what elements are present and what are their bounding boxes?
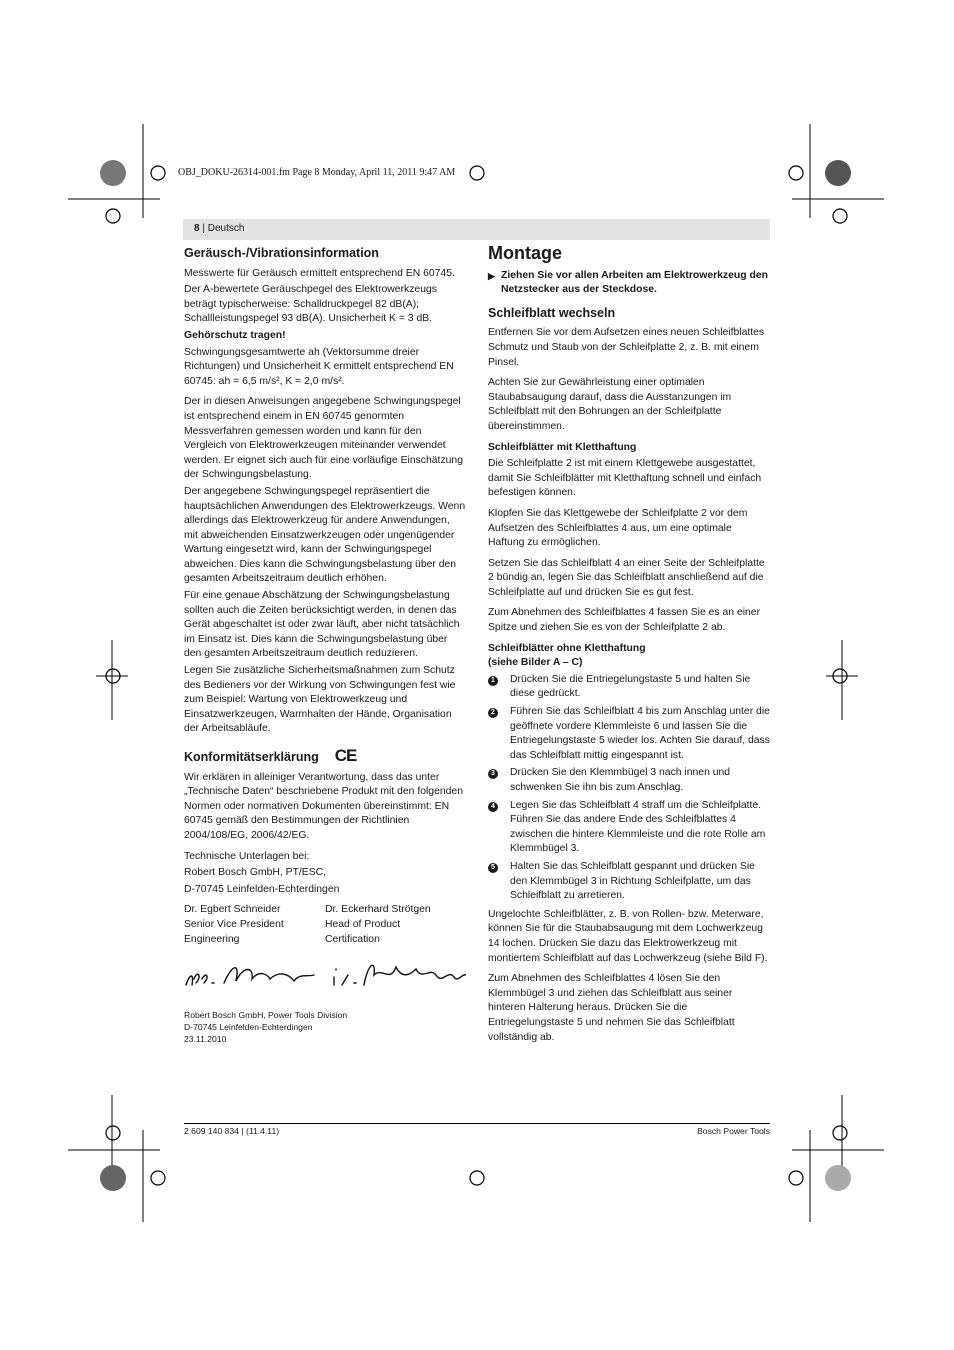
right-p7: Ungelochte Schleifblätter, z. B. von Rollen- bzw. Meterware, können Sie für die Staubabsaugung mit dem Lochwerkzeug 14 lochen. Drücken Sie dazu das Elektrowerkzeug mit montiertem Schleifblatt auf das Lochwerkzeug (siehe Bild F). <box>488 908 768 964</box>
step-text: Halten Sie das Schleifblatt gespannt und drücken Sie den Klemmbügel 3 in Richtung Schleifplatte, um das Schleifblatt zu arretieren. <box>510 860 755 902</box>
vib-p2: Der in diesen Anweisungen angegebene Schwingungspegel ist entsprechend einem in EN 60745 genormten Messverfahren gemessen worden und kann für den Vergleich von Elektrowerkzeugen miteinander verwendet werden. Er eignet sich auch für eine vorläufige Einschätzung der Schwingungsbelastung. <box>184 396 463 481</box>
conformity-title <box>184 746 466 765</box>
step-text: Drücken Sie die Entriegelungstaste 5 und halten Sie diese gedrückt. <box>510 673 751 700</box>
address-date: 23.11.2010 <box>184 1033 227 1044</box>
right-p6: Zum Abnehmen des Schleifblattes 4 fassen Sie es an einer Spitze und ziehen Sie es von der Schleifplatte 2 ab. <box>488 607 761 634</box>
ce-mark-icon: CE <box>334 746 357 765</box>
conformity-title-text: Konformitätserklärung <box>184 750 319 764</box>
signatory-1 <box>184 903 325 947</box>
footer-rule <box>184 1123 770 1124</box>
right-p8: Zum Abnehmen des Schleifblattes 4 lösen Sie den Klemmbügel 3 und ziehen das Schleifblatt aus seiner hinteren Halterung heraus. Drücken Sie die Entriegelungstaste 5 und nehmen Sie das Schleifblatt vollständig ab. <box>488 973 735 1043</box>
left-column <box>184 246 466 1045</box>
footer-brand: Bosch Power Tools <box>697 1126 770 1136</box>
step-item <box>488 860 770 904</box>
step-text: Legen Sie das Schleifblatt 4 straff um die Schleifplatte. Führen Sie das andere Ende des Schleifblattes 4 zwischen die hintere Klemmleiste und die rote Rolle am Klemmbügel 3. <box>510 799 766 855</box>
sub-no-velcro-l1: Schleifblätter ohne Kletthaftung <box>488 642 646 654</box>
arrow-bullet-icon: ▶ <box>488 270 495 281</box>
step-number-icon: 4 <box>488 802 498 812</box>
right-p2: Achten Sie zur Gewährleistung einer optimalen Staubabsaugung darauf, dass die Ausstanzungen im Schleifblatt mit den Bohrungen an der Schleifplatte übereinstimmen. <box>488 377 732 432</box>
footer-doc-number: 2 609 140 834 | (11.4.11) <box>184 1126 280 1136</box>
vib-p1: Schwingungsgesamtwerte ah (Vektorsumme dreier Richtungen) und Unsicherheit K ermittelt entsprechend EN 60745: ah = 6,5 m/s², K = 2,0 m/s². <box>184 346 454 387</box>
page-number: 8 <box>194 223 200 234</box>
hearing-warning: Gehörschutz tragen! <box>184 329 286 341</box>
vib-p4: Für eine genaue Abschätzung der Schwingungsbelastung sollten auch die Zeiten berücksichtigt werden, in denen das Gerät abgeschaltet ist oder zwar läuft, aber nicht tatsächlich im Einsatz ist. Dies kann die Schwingungsbelastung über den gesamten Arbeitszeitraum deutlich reduzieren. <box>184 590 460 660</box>
safety-warning <box>488 269 770 298</box>
right-p1: Entfernen Sie vor dem Aufsetzen eines neuen Schleifblattes Schmutz und Staub von der Schleifplatte 2, z. B. mit einem Pinsel. <box>488 327 765 368</box>
step-list <box>488 673 770 904</box>
step-item <box>488 673 770 702</box>
sub-velcro: Schleifblätter mit Kletthaftung <box>488 441 637 453</box>
step-number-icon: 5 <box>488 863 498 873</box>
step-number-icon: 1 <box>488 676 498 686</box>
conf-p2-l2: Robert Bosch GmbH, PT/ESC, <box>184 867 327 879</box>
noise-p1: Messwerte für Geräusch ermittelt entsprechend EN 60745. <box>184 267 455 279</box>
sig2-name: Dr. Eckerhard Strötgen <box>325 904 431 916</box>
vib-p5: Legen Sie zusätzliche Sicherheitsmaßnahmen zum Schutz des Bedieners vor der Wirkung von Schwingungen fest wie zum Beispiel: Wartung von Elektrowerkzeug und Einsatzwerkzeugen, Warmhalten der Hände, Organisation der Arbeitsabläufe. <box>184 665 456 735</box>
signatory-table <box>184 903 466 947</box>
sig2-role: Head of Product <box>325 918 401 930</box>
header-bar <box>183 219 770 240</box>
conf-p2-l1: Technische Unterlagen bei: <box>184 850 310 862</box>
step-item <box>488 705 770 763</box>
signatory-2 <box>325 903 466 947</box>
step-number-icon: 2 <box>488 708 498 718</box>
right-column <box>488 243 770 1047</box>
conf-p1: Wir erklären in alleiniger Verantwortung, dass das unter „Technische Daten“ beschriebene Produkt mit den folgenden Normen oder normativen Dokumenten übereinstimmt: EN 60745 gemäß den Bestimmungen der Richtlinien 2004/108/EG, 2006/42/EG. <box>184 771 463 841</box>
address-line-1: Robert Bosch GmbH, Power Tools Division <box>184 1009 348 1020</box>
file-slug: OBJ_DOKU-26314-001.fm Page 8 Monday, April 11, 2011 9:47 AM <box>178 167 456 178</box>
sig1-role: Senior Vice President <box>184 918 284 930</box>
safety-warning-text: Ziehen Sie vor allen Arbeiten am Elektrowerkzeug den Netzstecker aus der Steckdose. <box>501 269 768 296</box>
sig2-dept: Certification <box>325 933 380 945</box>
page-header: 8 | Deutsch <box>194 223 245 234</box>
right-p3: Die Schleifplatte 2 ist mit einem Klettgewebe ausgestattet, damit Sie Schleifblätter mit Kletthaftung schnell und einfach befestigen können. <box>488 458 762 499</box>
conf-p2-l3: D-70745 Leinfelden-Echterdingen <box>184 883 340 895</box>
address-line-2: D-70745 Leinfelden-Echterdingen <box>184 1021 313 1032</box>
right-p5: Setzen Sie das Schleifblatt 4 an einer Seite der Schleifplatte 2 bündig an, legen Sie das Schleifblatt anschließend auf die Schleifplatte auf und drücken Sie es gut fest. <box>488 557 765 598</box>
sig1-name: Dr. Egbert Schneider <box>184 904 281 916</box>
step-item <box>488 766 770 795</box>
step-number-icon: 3 <box>488 769 498 779</box>
sub-no-velcro-l2: (siehe Bilder A – C) <box>488 657 583 669</box>
step-item <box>488 799 770 857</box>
noise-title: Geräusch-/Vibrationsinformation <box>184 246 379 260</box>
step-text: Führen Sie das Schleifblatt 4 bis zum Anschlag unter die geöffnete vordere Klemmleiste 6 und lassen Sie die Entriegelungstaste 5 wieder los. Achten Sie darauf, dass das Schleifblatt mittig eingespannt ist. <box>510 706 770 761</box>
right-p4: Klopfen Sie das Klettgewebe der Schleifplatte 2 vor dem Aufsetzen des Schleifblattes 4 aus, um eine optimale Haftung zu ermöglichen. <box>488 507 748 549</box>
address-block <box>184 1009 466 1045</box>
montage-title: Montage <box>488 243 562 263</box>
noise-p2: Der A-bewertete Geräuschpegel des Elektrowerkzeugs beträgt typischerweise: Schalldruckpegel 82 dB(A); Schallleistungspegel 93 dB(A). Unsicherheit K = 3 dB. <box>184 284 437 325</box>
handwritten-signatures <box>184 955 466 997</box>
sig1-dept: Engineering <box>184 933 240 945</box>
sub-no-velcro <box>488 642 770 671</box>
vib-p3: Der angegebene Schwingungspegel repräsentiert die hauptsächlichen Anwendungen des Elektrowerkzeugs. Wenn allerdings das Elektrowerkzeug für andere Anwendungen, mit abweichenden Einsatzwerkzeugen oder ungenügender Wartung eingesetzt wird, kann der Schwingungspegel abweichen. Dies kann die Schwingungsbelastung über den gesamten Arbeitszeitraum deutlich erhöhen. <box>184 485 466 585</box>
step-text: Drücken Sie den Klemmbügel 3 nach innen und schwenken Sie ihn bis zum Anschlag. <box>510 767 731 793</box>
language-label: Deutsch <box>207 223 245 234</box>
sub-change-sheet: Schleifblatt wechseln <box>488 305 616 320</box>
